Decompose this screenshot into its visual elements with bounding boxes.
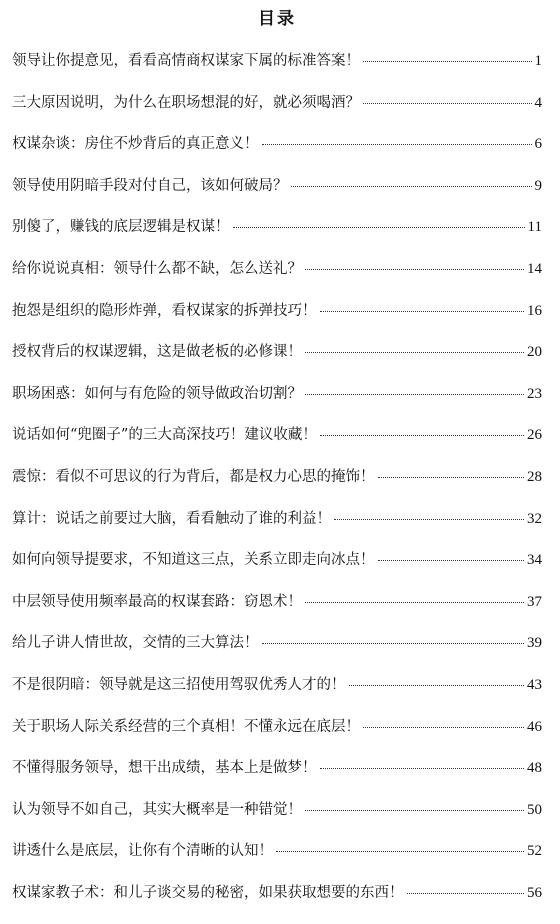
toc-entry-title: 关于职场人际关系经营的三个真相！不懂永远在底层！ xyxy=(12,718,360,735)
toc-entry[interactable] xyxy=(12,620,542,662)
toc-entry[interactable] xyxy=(12,204,542,246)
toc-dot-leader xyxy=(363,726,524,728)
toc-entry[interactable] xyxy=(12,163,542,205)
toc-dot-leader xyxy=(262,642,525,644)
toc-entry[interactable] xyxy=(12,288,542,330)
toc-dot-leader xyxy=(378,476,525,478)
toc-entry[interactable] xyxy=(12,80,542,122)
toc-dot-leader xyxy=(305,601,524,603)
toc-entry[interactable] xyxy=(12,246,542,288)
toc-entry[interactable] xyxy=(12,537,542,579)
toc-entry[interactable] xyxy=(12,704,542,746)
toc-entry-page-number: 37 xyxy=(527,593,542,610)
toc-entry-page-number: 48 xyxy=(527,760,542,777)
toc-entry-page-number: 28 xyxy=(527,468,542,485)
toc-entry[interactable] xyxy=(12,412,542,454)
toc-entry-page-number: 46 xyxy=(527,718,542,735)
toc-entry[interactable] xyxy=(12,454,542,496)
toc-entry-title: 说话如何“兜圈子”的三大高深技巧！建议收藏！ xyxy=(12,427,317,444)
toc-entry[interactable] xyxy=(12,828,542,870)
toc-entry[interactable] xyxy=(12,121,542,163)
toc-dot-leader xyxy=(262,143,532,145)
toc-entry-page-number: 50 xyxy=(527,801,542,818)
toc-entry[interactable] xyxy=(12,579,542,621)
toc-dot-leader xyxy=(276,850,524,852)
toc-entry[interactable] xyxy=(12,371,542,413)
toc-entry-title: 不懂得服务领导，想干出成绩，基本上是做梦！ xyxy=(12,760,317,777)
toc-entry-page-number: 1 xyxy=(534,53,542,69)
toc-entry-page-number: 26 xyxy=(527,427,542,444)
toc-entry-title: 算计：说话之前要过大脑，看看触动了谁的利益！ xyxy=(12,510,331,527)
toc-entry-title: 中层领导使用频率最高的权谋套路：窃恩术！ xyxy=(12,593,302,610)
toc-entry[interactable] xyxy=(12,496,542,538)
toc-entry-page-number: 16 xyxy=(527,302,542,319)
toc-entry-page-number: 32 xyxy=(527,510,542,527)
toc-entry-page-number: 9 xyxy=(534,177,542,194)
toc-entry[interactable] xyxy=(12,662,542,704)
table-of-contents xyxy=(12,38,542,911)
toc-dot-leader xyxy=(334,518,524,520)
toc-dot-leader xyxy=(363,102,532,104)
toc-entry-title: 给你说说真相：领导什么都不缺，怎么送礼？ xyxy=(12,260,302,277)
toc-dot-leader xyxy=(349,684,525,686)
toc-dot-leader xyxy=(233,226,525,228)
toc-entry-title: 讲透什么是底层，让你有个清晰的认知！ xyxy=(12,843,273,860)
toc-entry[interactable] xyxy=(12,329,542,371)
toc-entry-page-number: 14 xyxy=(527,260,542,277)
toc-dot-leader xyxy=(363,60,532,62)
toc-dot-leader xyxy=(305,351,524,353)
toc-entry-page-number: 23 xyxy=(527,385,542,402)
toc-entry-title: 别傻了，赚钱的底层逻辑是权谋！ xyxy=(12,219,230,236)
toc-entry-page-number: 20 xyxy=(527,344,542,361)
toc-entry-title: 领导让你提意见，看看高情商权谋家下属的标准答案！ xyxy=(12,53,360,69)
toc-entry-page-number: 39 xyxy=(527,635,542,652)
toc-dot-leader xyxy=(378,559,525,561)
toc-entry-page-number: 34 xyxy=(527,552,542,569)
toc-entry-page-number: 52 xyxy=(527,843,542,860)
toc-entry-title: 权谋杂谈：房住不炒背后的真正意义！ xyxy=(12,136,259,153)
toc-entry[interactable] xyxy=(12,787,542,829)
toc-entry-page-number: 6 xyxy=(534,136,542,153)
toc-entry-title: 授权背后的权谋逻辑，这是做老板的必修课！ xyxy=(12,344,302,361)
toc-entry-title: 如何向领导提要求，不知道这三点，关系立即走向冰点！ xyxy=(12,552,375,569)
toc-dot-leader xyxy=(320,767,525,769)
toc-entry-title: 职场困惑：如何与有危险的领导做政治切割？ xyxy=(12,385,302,402)
toc-entry-title: 权谋家教子术：和儿子谈交易的秘密，如果获取想要的东西！ xyxy=(12,884,404,901)
toc-entry[interactable] xyxy=(12,870,542,912)
toc-entry-title: 领导使用阴暗手段对付自己，该如何破局？ xyxy=(12,177,288,194)
toc-dot-leader xyxy=(305,809,524,811)
toc-entry[interactable] xyxy=(12,38,542,80)
toc-entry-title: 震惊：看似不可思议的行为背后，都是权力心思的掩饰！ xyxy=(12,468,375,485)
page-title: 目录 xyxy=(258,9,296,29)
toc-dot-leader xyxy=(407,892,525,894)
toc-dot-leader xyxy=(305,268,524,270)
toc-entry-page-number: 4 xyxy=(534,94,542,111)
toc-dot-leader xyxy=(291,185,532,187)
toc-entry[interactable] xyxy=(12,745,542,787)
toc-entry-title: 给儿子讲人情世故，交情的三大算法！ xyxy=(12,635,259,652)
toc-entry-title: 三大原因说明，为什么在职场想混的好，就必须喝酒？ xyxy=(12,94,360,111)
toc-dot-leader xyxy=(320,310,525,312)
toc-entry-page-number: 11 xyxy=(527,219,542,236)
toc-dot-leader xyxy=(305,393,524,395)
toc-entry-title: 抱怨是组织的隐形炸弹，看权谋家的拆弹技巧！ xyxy=(12,302,317,319)
toc-dot-leader xyxy=(320,434,524,436)
toc-entry-title: 不是很阴暗：领导就是这三招使用驾驭优秀人才的！ xyxy=(12,676,346,693)
toc-entry-title: 认为领导不如自己，其实大概率是一种错觉！ xyxy=(12,801,302,818)
toc-entry-page-number: 56 xyxy=(527,884,542,901)
toc-entry-page-number: 43 xyxy=(527,676,542,693)
